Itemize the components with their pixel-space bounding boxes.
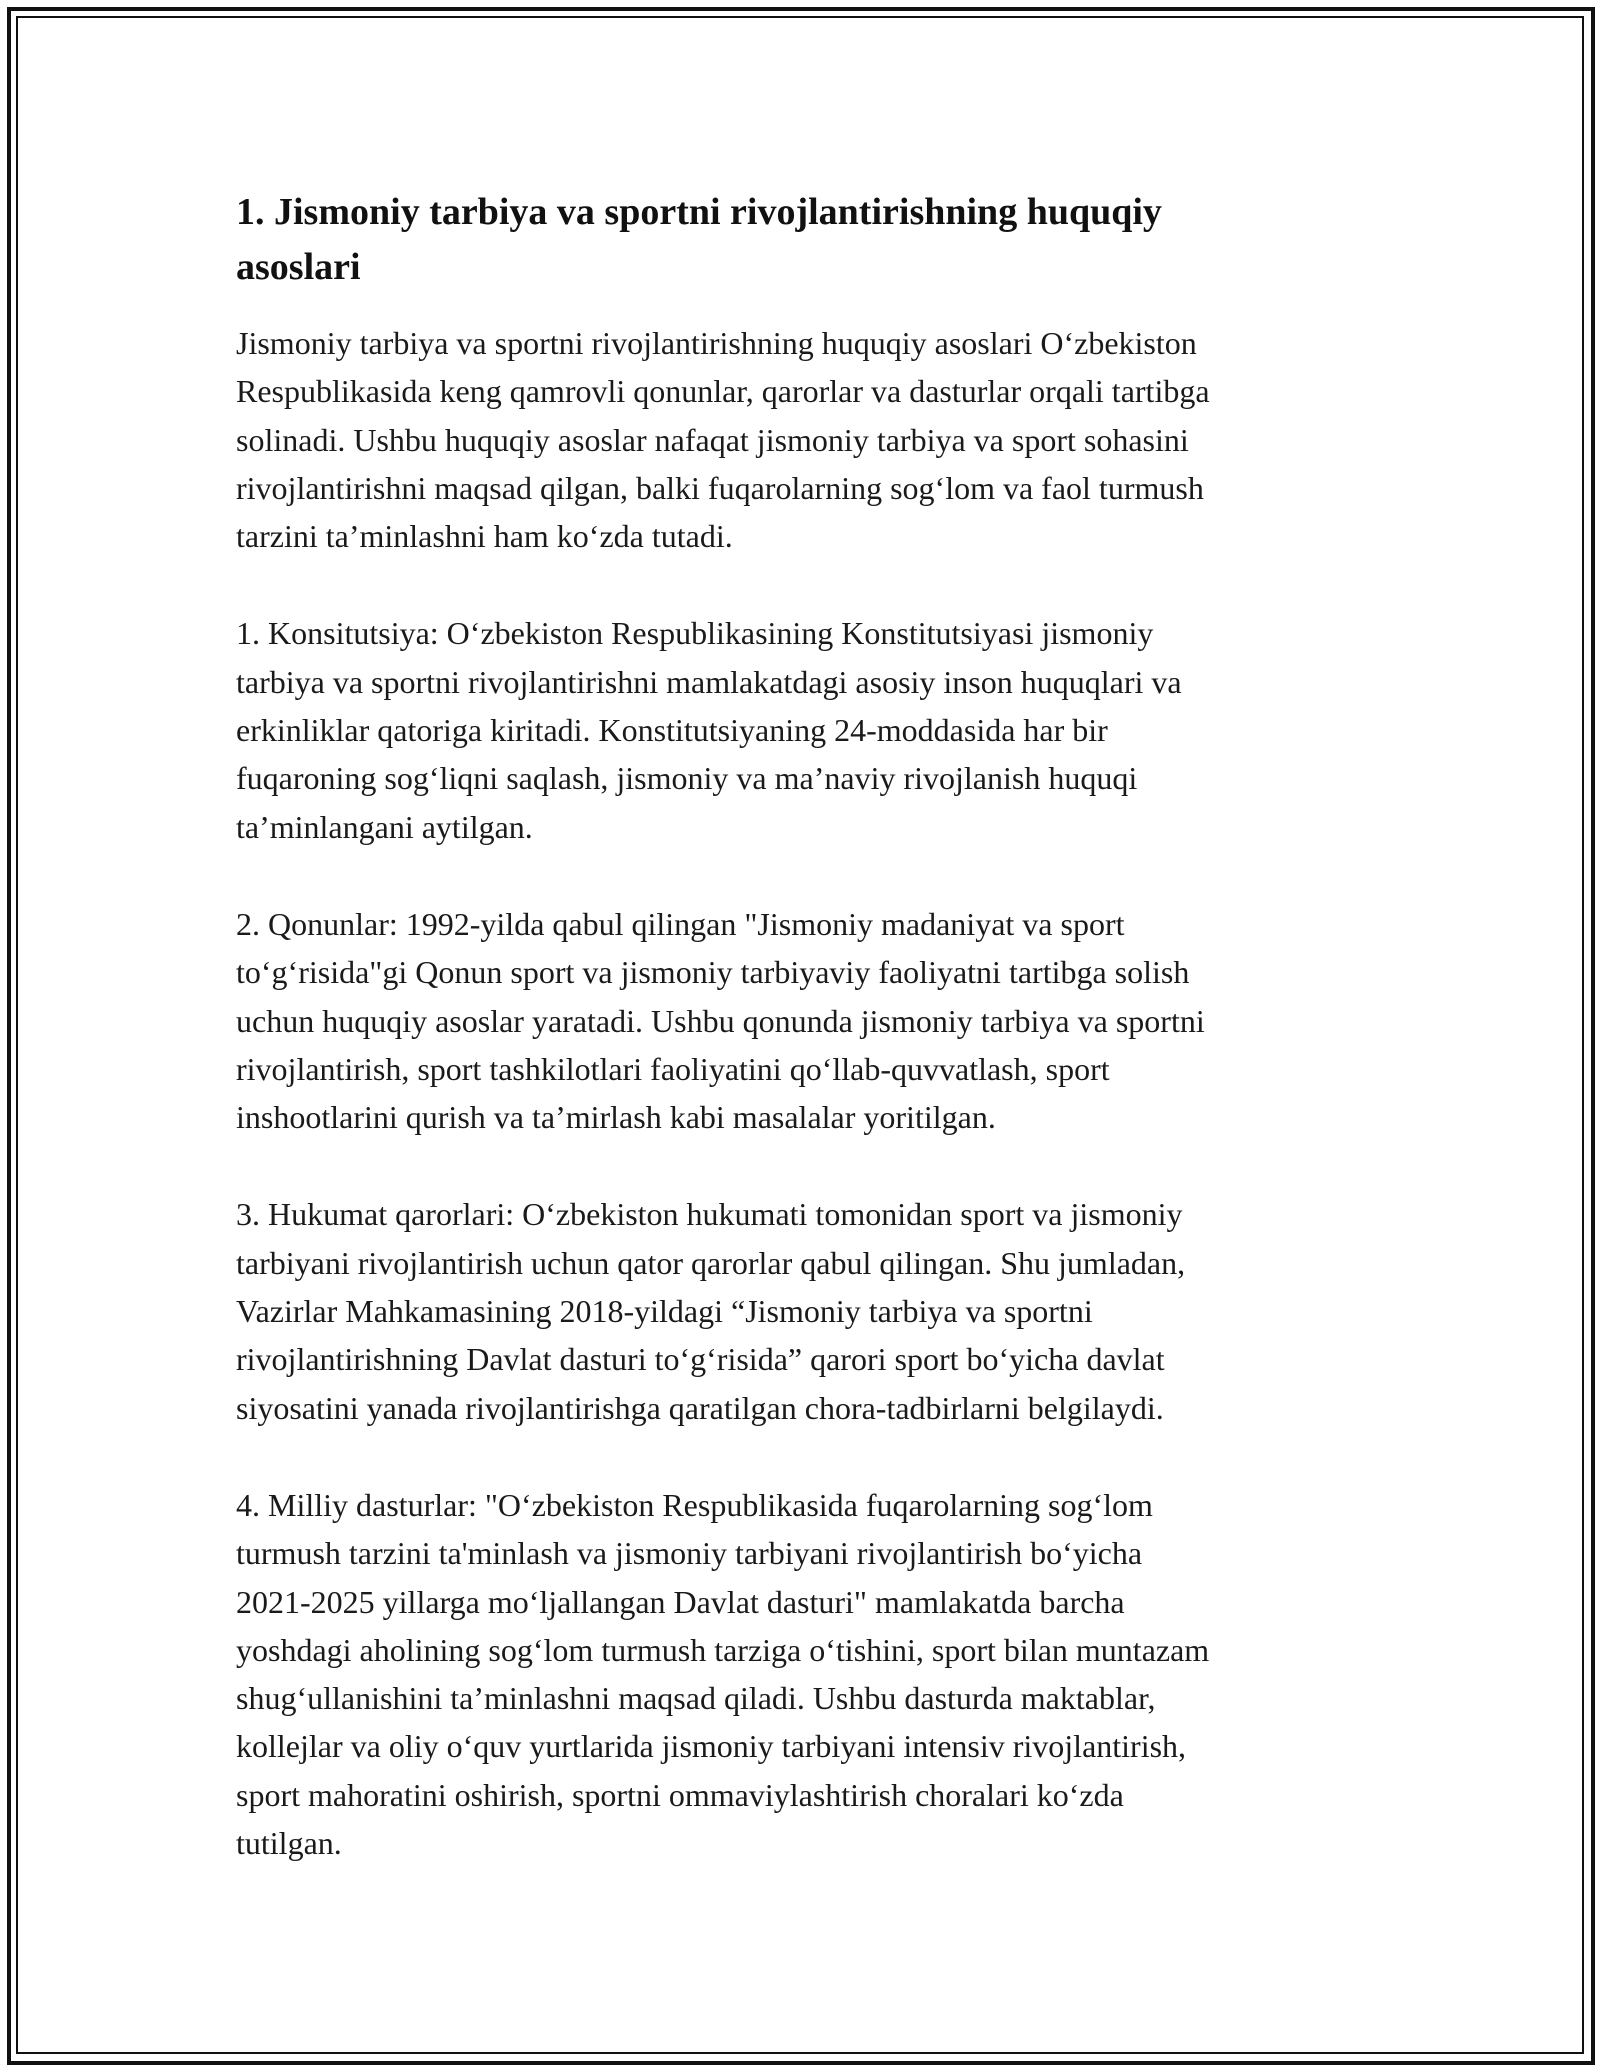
document-page <box>236 185 1376 1916</box>
intro-paragraph: Jismoniy tarbiya va sportni rivojlantirishning huquqiy asoslari O‘zbekiston Respublikasida keng qamrovli qonunlar, qarorlar va dasturlar orqali tartibga solinadi. Ushbu huquqiy asoslar nafaqat jismoniy tarbiya va sport sohasini rivojlantirishni maqsad qilgan, balki fuqarolarning sog‘lom va faol turmush tarzini ta’minlashni ham ko‘zda tutadi. <box>236 325 1210 555</box>
national-programs-paragraph: 4. Milliy dasturlar: "O‘zbekiston Respublikasida fuqarolarning sog‘lom turmush tarzini ta'minlash va jismoniy tarbiyani rivojlantirish bo‘yicha 2021-2025 yillarga mo‘ljallangan Davlat dasturi" mamlakatda barcha yoshdagi aholining sog‘lom turmush tarziga o‘tishini, sport bilan muntazam shug‘ullanishini ta’minlashni maqsad qiladi. Ushbu dasturda maktablar, kollejlar va oliy o‘quv yurtlarida jismoniy tarbiyani intensiv rivojlantirish, sport mahoratini oshirish, sportni ommaviylashtirish choralari ko‘zda tutilgan. <box>236 1486 1210 1862</box>
constitution-paragraph: 1. Konsitutsiya: O‘zbekiston Respublikasining Konstitutsiyasi jismoniy tarbiya va sportni rivojlantirishni mamlakatdagi asosiy inson huquqlari va erkinliklar qatoriga kiritadi. Konstitutsiyaning 24-moddasida har bir fuqaroning sog‘liqni saqlash, jismoniy va ma’naviy rivojlanish huquqi ta’minlangani aytilgan. <box>236 615 1182 845</box>
laws-paragraph: 2. Qonunlar: 1992-yilda qabul qilingan "Jismoniy madaniyat va sport to‘g‘risida"gi Qonun sport va jismoniy tarbiyaviy faoliyatni tartibga solish uchun huquqiy asoslar yaratadi. Ushbu qonunda jismoniy tarbiya va sportni rivojlantirish, sport tashkilotlari faoliyatini qo‘llab-quvvatlash, sport inshootlarini qurish va ta’mirlash kabi masalalar yoritilgan. <box>236 905 1205 1136</box>
section-title: 1. Jismoniy tarbiya va sportni rivojlantirishning huquqiy asoslari <box>236 191 1162 288</box>
government-decisions-paragraph: 3. Hukumat qarorlari: O‘zbekiston hukumati tomonidan sport va jismoniy tarbiyani rivojlantirish uchun qator qarorlar qabul qilingan. Shu jumladan, Vazirlar Mahkamasining 2018-yildagi “Jismoniy tarbiya va sportni rivojlantirishning Davlat dasturi to‘g‘risida” qarori sport bo‘yicha davlat siyosatini yanada rivojlantirishga qaratilgan chora-tadbirlarni belgilaydi. <box>236 1196 1186 1426</box>
